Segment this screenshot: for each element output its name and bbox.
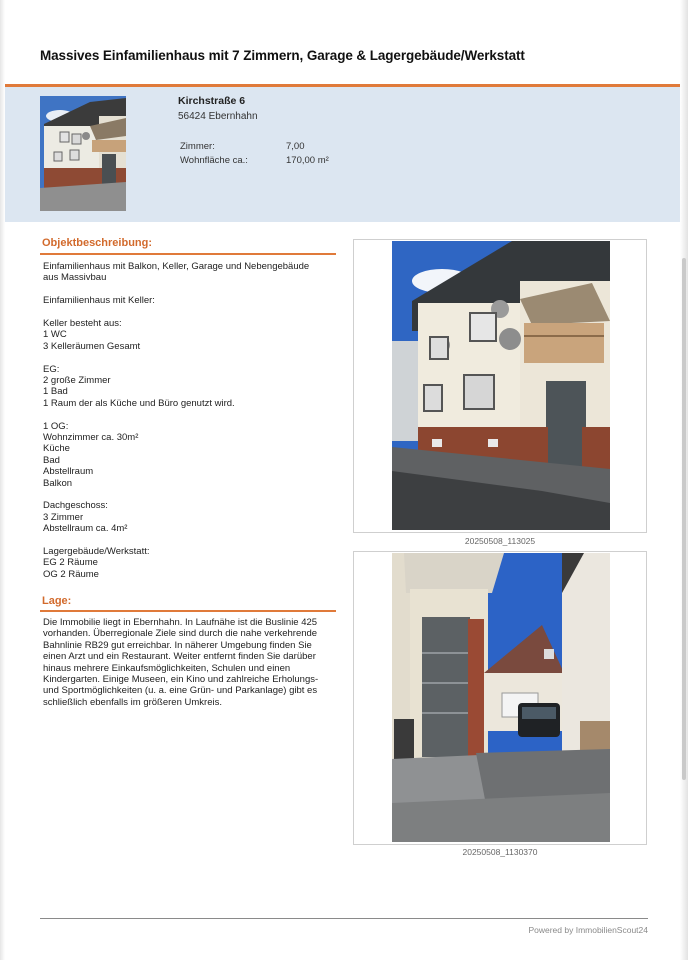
text-line: und Sportmöglichkeiten (u. a. eine Grün- und Parkanlage) gibt es — [43, 685, 318, 697]
text-line: Keller besteht aus: — [43, 318, 122, 329]
text-line: 3 Kelleräumen Gesamt — [43, 340, 141, 352]
text-line: 1 Raum der als Küche und Büro genutzt wird. — [43, 397, 235, 409]
fact-label: Zimmer: — [180, 141, 215, 152]
text-line: vorhanden. Überregionale Ziele sind durch die nahe verkehrende — [43, 628, 318, 640]
section-heading-lage: Lage: — [42, 595, 72, 607]
location-description — [43, 617, 335, 708]
section-rule — [40, 253, 336, 255]
text-line: 1 Bad — [43, 386, 68, 398]
text-line: Bahnlinie RB29 gut erreichbar. In näherer Umgebung finden Sie — [43, 639, 312, 651]
text-line: Balkon — [43, 477, 73, 489]
paragraph-gap — [43, 409, 335, 420]
key-facts — [180, 140, 329, 168]
paragraph-gap — [43, 535, 335, 546]
powered-by-text[interactable]: Powered by ImmobilienScout24 — [528, 925, 648, 935]
section-rule — [40, 610, 336, 612]
footer-rule — [40, 918, 648, 919]
scrollbar[interactable] — [682, 258, 686, 780]
text-line: hinaus mehrere Einkaufsmöglichkeiten, Schulen und einen — [43, 662, 291, 674]
text-line: Kindergarten. Einige Museen, ein Kino und zahlreiche Erholungs- — [43, 674, 319, 686]
object-description — [43, 261, 335, 580]
text-line: 1 WC — [43, 329, 67, 341]
photo-caption-1: 20250508_113025 — [464, 536, 536, 546]
address-street: Kirchstraße 6 — [178, 95, 246, 107]
house-side-photo — [392, 553, 610, 842]
photo-caption-2: 20250508_1130370 — [462, 847, 538, 857]
photo-frame-1[interactable] — [353, 239, 647, 533]
address-city: 56424 Ebernhahn — [178, 111, 258, 122]
text-line: Bad — [43, 454, 60, 466]
text-line: 2 große Zimmer — [43, 375, 111, 387]
fact-row-living-area — [180, 154, 329, 168]
text-line: EG: — [43, 363, 60, 375]
text-line: Einfamilienhaus mit Balkon, Keller, Garage und Nebengebäude — [43, 261, 310, 272]
text-line: 3 Zimmer — [43, 511, 84, 523]
text-line: Abstellraum ca. 4m² — [43, 523, 128, 535]
text-line: schließlich ebenfalls im größeren Umkreis. — [43, 696, 222, 708]
fact-row-rooms — [180, 140, 329, 154]
fact-label: Wohnfläche ca.: — [180, 155, 248, 166]
page-title: Massives Einfamilienhaus mit 7 Zimmern, Garage & Lagergebäude/Werkstatt — [40, 48, 525, 63]
photo-frame-2[interactable] — [353, 551, 647, 845]
fact-value: 7,00 — [286, 141, 305, 152]
text-line: aus Massivbau — [43, 272, 107, 284]
paragraph-gap — [43, 352, 335, 363]
paragraph-gap — [43, 489, 335, 500]
house-thumbnail — [40, 96, 126, 211]
fact-value: 170,00 m² — [286, 155, 329, 166]
house-front-photo — [392, 241, 610, 530]
text-line: Wohnzimmer ca. 30m² — [43, 432, 139, 444]
text-line: Die Immobilie liegt in Ebernhahn. In Laufnähe ist die Buslinie 425 — [43, 617, 318, 628]
text-line: OG 2 Räume — [43, 568, 99, 580]
text-line: Dachgeschoss: — [43, 500, 108, 512]
paragraph-gap — [43, 307, 335, 318]
text-line: Abstellraum — [43, 466, 94, 478]
paragraph-gap — [43, 284, 335, 295]
text-line: Lagergebäude/Werkstatt: — [43, 546, 150, 558]
text-line: einen Arzt und ein Restaurant. Weiter entfernt finden Sie darüber — [43, 651, 316, 663]
text-line: EG 2 Räume — [43, 557, 98, 569]
text-line: Einfamilienhaus mit Keller: — [43, 295, 155, 307]
section-heading-objektbeschreibung: Objektbeschreibung: — [42, 237, 153, 249]
text-line: 1 OG: — [43, 420, 69, 432]
text-line: Küche — [43, 443, 70, 455]
